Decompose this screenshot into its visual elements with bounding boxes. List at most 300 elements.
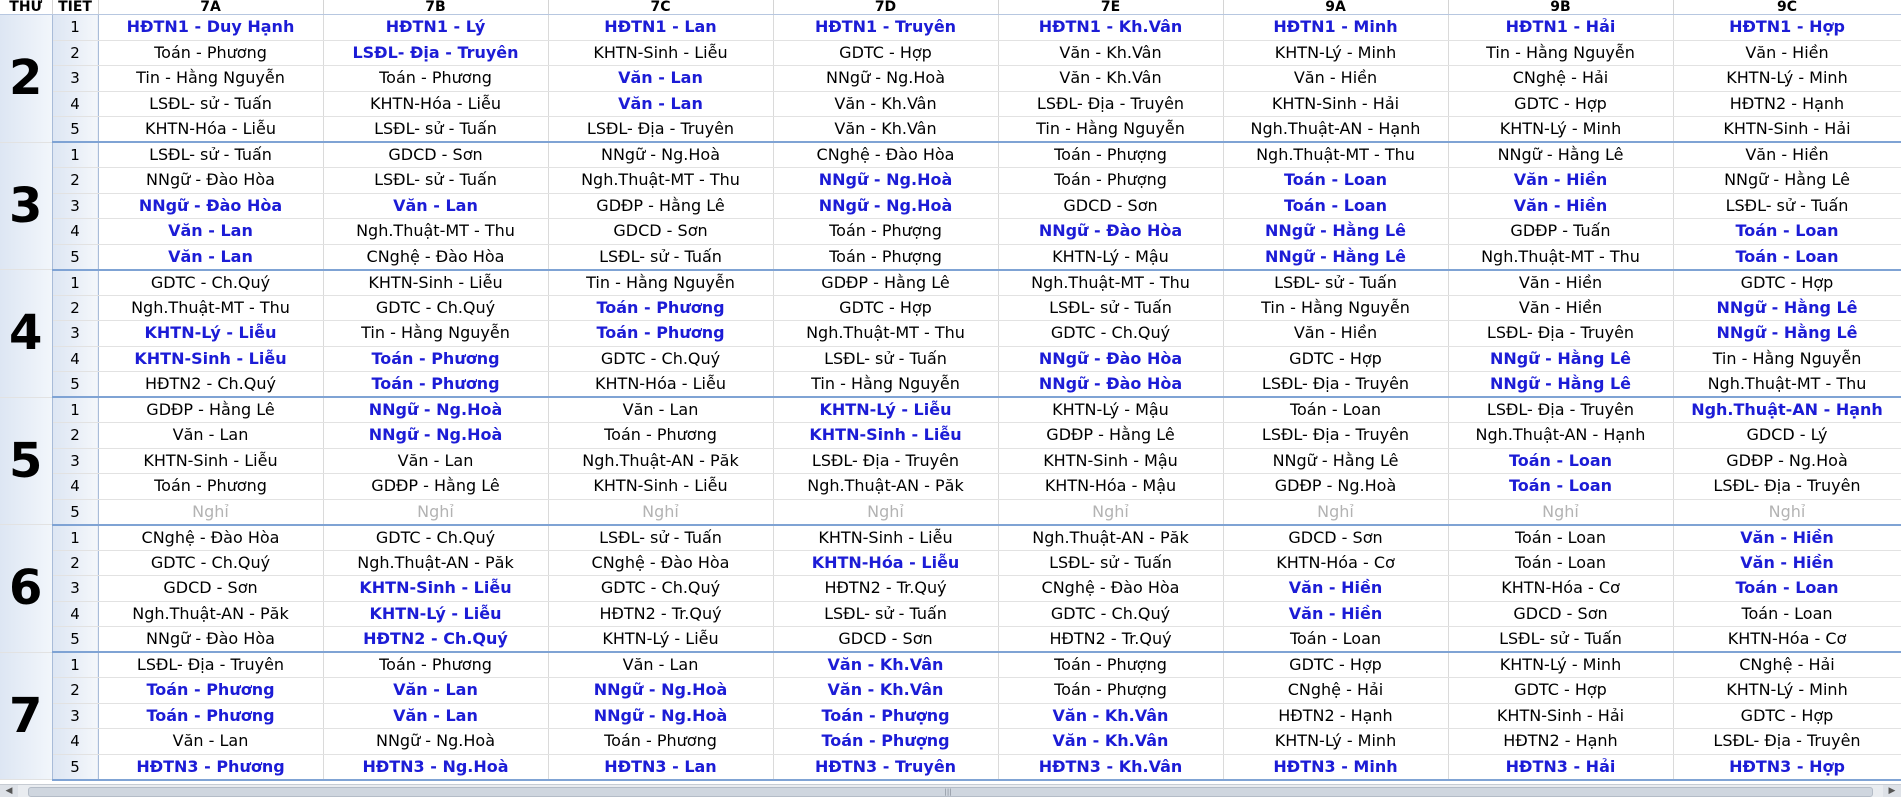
period-number-cell[interactable]: 5 [52,754,98,780]
lesson-cell-9c[interactable]: NNgữ - Hằng Lê [1673,295,1901,321]
lesson-cell-9b[interactable]: Văn - Hiền [1448,270,1673,296]
lesson-cell-9a[interactable]: Tin - Hằng Nguyễn [1223,295,1448,321]
lesson-cell-9c[interactable]: GDĐP - Ng.Hoà [1673,448,1901,474]
lesson-cell-7c[interactable]: CNghệ - Đào Hòa [548,550,773,576]
lesson-cell-7b[interactable]: Ngh.Thuật-MT - Thu [323,219,548,245]
lesson-cell-7c[interactable]: KHTN-Sinh - Liễu [548,474,773,500]
lesson-cell-9b[interactable]: HĐTN1 - Hải [1448,15,1673,41]
period-number-cell[interactable]: 3 [52,321,98,347]
lesson-cell-7c[interactable]: Toán - Phương [548,729,773,755]
lesson-cell-9b[interactable]: GDTC - Hợp [1448,91,1673,117]
lesson-cell-7e[interactable]: KHTN-Sinh - Mậu [998,448,1223,474]
lesson-cell-9b[interactable]: Toán - Loan [1448,448,1673,474]
lesson-cell-9c[interactable]: KHTN-Lý - Minh [1673,66,1901,92]
lesson-cell-7d[interactable]: CNghệ - Đào Hòa [773,142,998,168]
lesson-cell-9b[interactable]: CNghệ - Hải [1448,66,1673,92]
lesson-cell-9a[interactable]: Toán - Loan [1223,627,1448,653]
lesson-cell-7c[interactable]: HĐTN2 - Tr.Quý [548,601,773,627]
period-number-cell[interactable]: 5 [52,499,98,525]
period-number-cell[interactable]: 3 [52,66,98,92]
period-number-cell[interactable]: 4 [52,91,98,117]
lesson-cell-7b[interactable]: Toán - Phương [323,66,548,92]
period-number-cell[interactable]: 2 [52,40,98,66]
lesson-cell-7d[interactable]: Ngh.Thuật-AN - Păk [773,474,998,500]
lesson-cell-9a[interactable]: GDTC - Hợp [1223,652,1448,678]
period-number-cell[interactable]: 1 [52,270,98,296]
lesson-cell-7e[interactable]: KHTN-Lý - Mậu [998,244,1223,270]
period-number-cell[interactable]: 5 [52,244,98,270]
lesson-cell-9c[interactable]: Nghỉ [1673,499,1901,525]
lesson-cell-7d[interactable]: LSĐL- Địa - Truyên [773,448,998,474]
period-number-cell[interactable]: 5 [52,372,98,398]
lesson-cell-9a[interactable]: Văn - Hiền [1223,601,1448,627]
lesson-cell-9c[interactable]: Văn - Hiền [1673,525,1901,551]
table-row [0,550,1901,576]
lesson-cell-7c[interactable]: Văn - Lan [548,91,773,117]
period-number-cell[interactable]: 2 [52,168,98,194]
lesson-cell-7a[interactable]: CNghệ - Đào Hòa [98,525,323,551]
period-number-cell[interactable]: 1 [52,652,98,678]
lesson-cell-7a[interactable]: Tin - Hằng Nguyễn [98,66,323,92]
lesson-cell-7b[interactable]: Nghỉ [323,499,548,525]
lesson-cell-7b[interactable]: NNgữ - Ng.Hoà [323,729,548,755]
lesson-cell-9b[interactable]: Tin - Hằng Nguyễn [1448,40,1673,66]
lesson-cell-7b[interactable]: GDĐP - Hằng Lê [323,474,548,500]
lesson-cell-9c[interactable]: CNghệ - Hải [1673,652,1901,678]
lesson-cell-7a[interactable]: LSĐL- sử - Tuấn [98,91,323,117]
lesson-cell-7e[interactable]: LSĐL- sử - Tuấn [998,550,1223,576]
lesson-cell-7b[interactable]: LSĐL- sử - Tuấn [323,168,548,194]
lesson-cell-7e[interactable]: HĐTN3 - Kh.Vân [998,754,1223,780]
lesson-cell-7c[interactable]: Nghỉ [548,499,773,525]
period-number-cell[interactable]: 3 [52,703,98,729]
lesson-cell-9b[interactable]: HĐTN3 - Hải [1448,754,1673,780]
lesson-cell-9a[interactable]: KHTN-Sinh - Hải [1223,91,1448,117]
lesson-cell-9b[interactable]: Ngh.Thuật-MT - Thu [1448,244,1673,270]
lesson-cell-9b[interactable]: GDCD - Sơn [1448,601,1673,627]
lesson-cell-7d[interactable]: LSĐL- sử - Tuấn [773,601,998,627]
lesson-cell-7b[interactable]: Toán - Phương [323,346,548,372]
lesson-cell-7e[interactable]: Nghỉ [998,499,1223,525]
lesson-cell-7e[interactable]: Ngh.Thuật-MT - Thu [998,270,1223,296]
lesson-cell-7d[interactable]: KHTN-Lý - Liễu [773,397,998,423]
lesson-cell-9c[interactable]: LSĐL- Địa - Truyên [1673,729,1901,755]
lesson-cell-9b[interactable]: Văn - Hiền [1448,193,1673,219]
period-number-cell[interactable]: 1 [52,525,98,551]
lesson-cell-7b[interactable]: Văn - Lan [323,678,548,704]
lesson-cell-9b[interactable]: NNgữ - Hằng Lê [1448,372,1673,398]
lesson-cell-7a[interactable]: KHTN-Sinh - Liễu [98,346,323,372]
lesson-cell-7c[interactable]: Tin - Hằng Nguyễn [548,270,773,296]
lesson-cell-9c[interactable]: HĐTN1 - Hợp [1673,15,1901,41]
lesson-cell-9b[interactable]: NNgữ - Hằng Lê [1448,346,1673,372]
lesson-cell-7e[interactable]: LSĐL- Địa - Truyên [998,91,1223,117]
class-header-7c[interactable]: 7C [548,0,773,15]
lesson-cell-7d[interactable]: NNgữ - Ng.Hoà [773,193,998,219]
lesson-cell-9a[interactable]: HĐTN3 - Minh [1223,754,1448,780]
grip-icon: ||| [944,788,952,796]
lesson-cell-7d[interactable]: GDTC - Hợp [773,295,998,321]
period-number-cell[interactable]: 3 [52,448,98,474]
lesson-cell-9b[interactable]: KHTN-Hóa - Cơ [1448,576,1673,602]
lesson-cell-7e[interactable]: Văn - Kh.Vân [998,729,1223,755]
lesson-cell-7e[interactable]: GDTC - Ch.Quý [998,321,1223,347]
period-number-cell[interactable]: 1 [52,15,98,41]
lesson-cell-7c[interactable]: NNgữ - Ng.Hoà [548,678,773,704]
lesson-cell-7a[interactable]: HĐTN3 - Phương [98,754,323,780]
lesson-cell-7b[interactable]: NNgữ - Ng.Hoà [323,397,548,423]
lesson-cell-9b[interactable]: Ngh.Thuật-AN - Hạnh [1448,423,1673,449]
lesson-cell-7c[interactable]: GDTC - Ch.Quý [548,576,773,602]
lesson-cell-7b[interactable]: GDCD - Sơn [323,142,548,168]
lesson-cell-7a[interactable]: KHTN-Lý - Liễu [98,321,323,347]
lesson-cell-7e[interactable]: KHTN-Hóa - Mậu [998,474,1223,500]
table-row [0,499,1901,525]
lesson-cell-7d[interactable]: Tin - Hằng Nguyễn [773,372,998,398]
lesson-cell-7e[interactable]: HĐTN2 - Tr.Quý [998,627,1223,653]
lesson-cell-7e[interactable]: Tin - Hằng Nguyễn [998,117,1223,143]
period-number-cell[interactable]: 4 [52,346,98,372]
lesson-cell-7c[interactable]: LSĐL- sử - Tuấn [548,244,773,270]
lesson-cell-9a[interactable]: HĐTN2 - Hạnh [1223,703,1448,729]
class-header-7b[interactable]: 7B [323,0,548,15]
lesson-cell-7c[interactable]: HĐTN3 - Lan [548,754,773,780]
lesson-cell-9c[interactable]: HĐTN3 - Hợp [1673,754,1901,780]
lesson-cell-7a[interactable]: Văn - Lan [98,244,323,270]
period-number-cell[interactable]: 2 [52,678,98,704]
lesson-cell-9b[interactable]: Nghỉ [1448,499,1673,525]
lesson-cell-7c[interactable]: GDTC - Ch.Quý [548,346,773,372]
period-number-cell[interactable]: 4 [52,729,98,755]
lesson-cell-9a[interactable]: NNgữ - Hằng Lê [1223,219,1448,245]
lesson-cell-9a[interactable]: GDĐP - Ng.Hoà [1223,474,1448,500]
lesson-cell-9a[interactable]: Văn - Hiền [1223,576,1448,602]
lesson-cell-7a[interactable]: Ngh.Thuật-AN - Păk [98,601,323,627]
lesson-cell-7a[interactable]: Nghỉ [98,499,323,525]
lesson-cell-9a[interactable]: NNgữ - Hằng Lê [1223,244,1448,270]
lesson-cell-7e[interactable]: Toán - Phượng [998,678,1223,704]
lesson-cell-7c[interactable]: Văn - Lan [548,652,773,678]
table-row [0,703,1901,729]
lesson-cell-7b[interactable]: Văn - Lan [323,193,548,219]
lesson-cell-9a[interactable]: Toán - Loan [1223,397,1448,423]
lesson-cell-9a[interactable]: Văn - Hiền [1223,66,1448,92]
lesson-cell-7d[interactable]: NNgữ - Ng.Hoà [773,66,998,92]
lesson-cell-7e[interactable]: NNgữ - Đào Hòa [998,219,1223,245]
lesson-cell-9b[interactable]: Văn - Hiền [1448,168,1673,194]
lesson-cell-7d[interactable]: Ngh.Thuật-MT - Thu [773,321,998,347]
period-number-cell[interactable]: 4 [52,474,98,500]
lesson-cell-7c[interactable]: Văn - Lan [548,397,773,423]
lesson-cell-7b[interactable]: CNghệ - Đào Hòa [323,244,548,270]
lesson-cell-9b[interactable]: HĐTN2 - Hạnh [1448,729,1673,755]
table-row [0,295,1901,321]
lesson-cell-9c[interactable]: Toán - Loan [1673,244,1901,270]
lesson-cell-9b[interactable]: GDTC - Hợp [1448,678,1673,704]
lesson-cell-7d[interactable]: HĐTN1 - Truyên [773,15,998,41]
lesson-cell-7e[interactable]: GDĐP - Hằng Lê [998,423,1223,449]
lesson-cell-7d[interactable]: GDTC - Hợp [773,40,998,66]
lesson-cell-9b[interactable]: KHTN-Lý - Minh [1448,117,1673,143]
horizontal-scrollbar[interactable] [0,784,1901,797]
lesson-cell-9a[interactable]: Toán - Loan [1223,193,1448,219]
lesson-cell-7a[interactable]: GDTC - Ch.Quý [98,550,323,576]
lesson-cell-9c[interactable]: Toán - Loan [1673,219,1901,245]
lesson-cell-7a[interactable]: LSĐL- sử - Tuấn [98,142,323,168]
lesson-cell-7d[interactable]: Văn - Kh.Vân [773,117,998,143]
lesson-cell-9c[interactable]: Ngh.Thuật-AN - Hạnh [1673,397,1901,423]
lesson-cell-7d[interactable]: Văn - Kh.Vân [773,91,998,117]
lesson-cell-7d[interactable]: HĐTN2 - Tr.Quý [773,576,998,602]
lesson-cell-9c[interactable]: GDTC - Hợp [1673,703,1901,729]
lesson-cell-7a[interactable]: KHTN-Hóa - Liễu [98,117,323,143]
lesson-cell-9a[interactable]: Nghỉ [1223,499,1448,525]
class-header-7d[interactable]: 7D [773,0,998,15]
lesson-cell-9a[interactable]: LSĐL- Địa - Truyên [1223,372,1448,398]
lesson-cell-7a[interactable]: NNgữ - Đào Hòa [98,627,323,653]
lesson-cell-7e[interactable]: GDTC - Ch.Quý [998,601,1223,627]
lesson-cell-7e[interactable]: Ngh.Thuật-AN - Păk [998,525,1223,551]
lesson-cell-7b[interactable]: Tin - Hằng Nguyễn [323,321,548,347]
lesson-cell-9c[interactable]: GDCD - Lý [1673,423,1901,449]
lesson-cell-7d[interactable]: GDĐP - Hằng Lê [773,270,998,296]
lesson-cell-7a[interactable]: Văn - Lan [98,729,323,755]
lesson-cell-7e[interactable]: Văn - Kh.Vân [998,40,1223,66]
lesson-cell-7b[interactable]: KHTN-Sinh - Liễu [323,270,548,296]
lesson-cell-7c[interactable]: HĐTN1 - Lan [548,15,773,41]
period-number-cell[interactable]: 5 [52,117,98,143]
lesson-cell-7a[interactable]: Toán - Phương [98,678,323,704]
lesson-cell-9c[interactable]: Văn - Hiền [1673,40,1901,66]
lesson-cell-9c[interactable]: Ngh.Thuật-MT - Thu [1673,372,1901,398]
lesson-cell-7d[interactable]: Văn - Kh.Vân [773,652,998,678]
table-row [0,576,1901,602]
lesson-cell-7b[interactable]: KHTN-Sinh - Liễu [323,576,548,602]
lesson-cell-7e[interactable]: Toán - Phượng [998,142,1223,168]
period-number-cell[interactable]: 1 [52,142,98,168]
lesson-cell-7c[interactable]: Ngh.Thuật-MT - Thu [548,168,773,194]
header-row [0,0,1901,15]
lesson-cell-9c[interactable]: KHTN-Sinh - Hải [1673,117,1901,143]
day-label-cell[interactable]: 4 [0,270,52,398]
lesson-cell-7e[interactable]: Văn - Kh.Vân [998,66,1223,92]
lesson-cell-7c[interactable]: NNgữ - Ng.Hoà [548,703,773,729]
lesson-cell-7a[interactable]: GDTC - Ch.Quý [98,270,323,296]
lesson-cell-9c[interactable]: GDTC - Hợp [1673,270,1901,296]
lesson-cell-7c[interactable]: Toán - Phương [548,295,773,321]
day-column-header[interactable]: THỨ [0,0,52,15]
lesson-cell-7b[interactable]: Văn - Lan [323,448,548,474]
lesson-cell-9b[interactable]: NNgữ - Hằng Lê [1448,142,1673,168]
lesson-cell-7e[interactable]: Văn - Kh.Vân [998,703,1223,729]
lesson-cell-7d[interactable]: HĐTN3 - Truyên [773,754,998,780]
lesson-cell-7b[interactable]: KHTN-Lý - Liễu [323,601,548,627]
lesson-cell-9a[interactable]: Văn - Hiền [1223,321,1448,347]
period-number-cell[interactable]: 4 [52,601,98,627]
lesson-cell-9a[interactable]: GDCD - Sơn [1223,525,1448,551]
scroll-right-icon[interactable]: ▶ [1883,785,1901,797]
class-header-7a[interactable]: 7A [98,0,323,15]
lesson-cell-9a[interactable]: Toán - Loan [1223,168,1448,194]
lesson-cell-7c[interactable]: Toán - Phương [548,321,773,347]
lesson-cell-7b[interactable]: KHTN-Hóa - Liễu [323,91,548,117]
lesson-cell-7b[interactable]: HĐTN3 - Ng.Hoà [323,754,548,780]
lesson-cell-9c[interactable]: Toán - Loan [1673,601,1901,627]
class-header-9a[interactable]: 9A [1223,0,1448,15]
lesson-cell-7b[interactable]: Toán - Phương [323,372,548,398]
lesson-cell-9c[interactable]: Văn - Hiền [1673,142,1901,168]
table-row [0,193,1901,219]
lesson-cell-9a[interactable]: Ngh.Thuật-MT - Thu [1223,142,1448,168]
lesson-cell-7a[interactable]: HĐTN2 - Ch.Quý [98,372,323,398]
lesson-cell-7b[interactable]: GDTC - Ch.Quý [323,525,548,551]
timetable-body [0,15,1901,780]
lesson-cell-7d[interactable]: KHTN-Sinh - Liễu [773,525,998,551]
lesson-cell-9b[interactable]: GDĐP - Tuấn [1448,219,1673,245]
period-number-cell[interactable]: 4 [52,219,98,245]
scroll-left-icon[interactable]: ◀ [0,785,18,797]
lesson-cell-9c[interactable]: Toán - Loan [1673,576,1901,602]
lesson-cell-7c[interactable]: Ngh.Thuật-AN - Păk [548,448,773,474]
lesson-cell-7d[interactable]: NNgữ - Ng.Hoà [773,168,998,194]
day-label-cell[interactable]: 7 [0,652,52,780]
class-header-7e[interactable]: 7E [998,0,1223,15]
lesson-cell-7d[interactable]: LSĐL- sử - Tuấn [773,346,998,372]
lesson-cell-9a[interactable]: KHTN-Hóa - Cơ [1223,550,1448,576]
lesson-cell-9c[interactable]: KHTN-Hóa - Cơ [1673,627,1901,653]
lesson-cell-7a[interactable]: NNgữ - Đào Hòa [98,193,323,219]
lesson-cell-7b[interactable]: Ngh.Thuật-AN - Păk [323,550,548,576]
lesson-cell-9a[interactable]: LSĐL- Địa - Truyên [1223,423,1448,449]
lesson-cell-9a[interactable]: KHTN-Lý - Minh [1223,40,1448,66]
period-number-cell[interactable]: 5 [52,627,98,653]
lesson-cell-7b[interactable]: Toán - Phương [323,652,548,678]
lesson-cell-7d[interactable]: KHTN-Hóa - Liễu [773,550,998,576]
lesson-cell-7c[interactable]: Văn - Lan [548,66,773,92]
lesson-cell-9a[interactable]: NNgữ - Hằng Lê [1223,448,1448,474]
lesson-cell-9a[interactable]: GDTC - Hợp [1223,346,1448,372]
lesson-cell-9a[interactable]: LSĐL- sử - Tuấn [1223,270,1448,296]
lesson-cell-7e[interactable]: LSĐL- sử - Tuấn [998,295,1223,321]
period-number-cell[interactable]: 3 [52,193,98,219]
day-label-cell[interactable]: 5 [0,397,52,525]
lesson-cell-9a[interactable]: HĐTN1 - Minh [1223,15,1448,41]
lesson-cell-9a[interactable]: CNghệ - Hải [1223,678,1448,704]
lesson-cell-9c[interactable]: LSĐL- Địa - Truyên [1673,474,1901,500]
lesson-cell-9a[interactable]: KHTN-Lý - Minh [1223,729,1448,755]
lesson-cell-9c[interactable]: LSĐL- sử - Tuấn [1673,193,1901,219]
lesson-cell-7c[interactable]: GDCD - Sơn [548,219,773,245]
lesson-cell-7e[interactable]: CNghệ - Đào Hòa [998,576,1223,602]
lesson-cell-9c[interactable]: KHTN-Lý - Minh [1673,678,1901,704]
lesson-cell-9b[interactable]: Toán - Loan [1448,525,1673,551]
lesson-cell-7b[interactable]: LSĐL- sử - Tuấn [323,117,548,143]
period-number-cell[interactable]: 1 [52,397,98,423]
class-header-9c[interactable]: 9C [1673,0,1901,15]
day-label-cell[interactable]: 3 [0,142,52,270]
lesson-cell-7b[interactable]: HĐTN1 - Lý [323,15,548,41]
lesson-cell-7a[interactable]: GDCD - Sơn [98,576,323,602]
lesson-cell-7d[interactable]: GDCD - Sơn [773,627,998,653]
lesson-cell-9b[interactable]: LSĐL- Địa - Truyên [1448,321,1673,347]
period-column-header[interactable]: TIẾT [52,0,98,15]
lesson-cell-9b[interactable]: LSĐL- sử - Tuấn [1448,627,1673,653]
lesson-cell-7b[interactable]: HĐTN2 - Ch.Quý [323,627,548,653]
lesson-cell-9b[interactable]: LSĐL- Địa - Truyên [1448,397,1673,423]
lesson-cell-7d[interactable]: Toán - Phượng [773,703,998,729]
lesson-cell-7c[interactable]: KHTN-Lý - Liễu [548,627,773,653]
lesson-cell-7a[interactable]: HĐTN1 - Duy Hạnh [98,15,323,41]
lesson-cell-7c[interactable]: KHTN-Hóa - Liễu [548,372,773,398]
lesson-cell-9b[interactable]: KHTN-Sinh - Hải [1448,703,1673,729]
lesson-cell-9a[interactable]: Ngh.Thuật-AN - Hạnh [1223,117,1448,143]
lesson-cell-7a[interactable]: Văn - Lan [98,219,323,245]
lesson-cell-7a[interactable]: NNgữ - Đào Hòa [98,168,323,194]
table-row [0,244,1901,270]
period-number-cell[interactable]: 2 [52,295,98,321]
lesson-cell-7b[interactable]: Văn - Lan [323,703,548,729]
lesson-cell-7d[interactable]: Toán - Phượng [773,219,998,245]
lesson-cell-7c[interactable]: KHTN-Sinh - Liễu [548,40,773,66]
lesson-cell-7a[interactable]: Toán - Phương [98,474,323,500]
lesson-cell-7e[interactable]: NNgữ - Đào Hòa [998,346,1223,372]
lesson-cell-9b[interactable]: Văn - Hiền [1448,295,1673,321]
lesson-cell-7d[interactable]: KHTN-Sinh - Liễu [773,423,998,449]
lesson-cell-7c[interactable]: LSĐL- Địa - Truyên [548,117,773,143]
day-label-cell[interactable]: 6 [0,525,52,653]
lesson-cell-7a[interactable]: Ngh.Thuật-MT - Thu [98,295,323,321]
lesson-cell-7b[interactable]: GDTC - Ch.Quý [323,295,548,321]
lesson-cell-7e[interactable]: Toán - Phượng [998,168,1223,194]
lesson-cell-7a[interactable]: GDĐP - Hằng Lê [98,397,323,423]
lesson-cell-7c[interactable]: LSĐL- sử - Tuấn [548,525,773,551]
lesson-cell-9c[interactable]: NNgữ - Hằng Lê [1673,321,1901,347]
lesson-cell-7a[interactable]: Toán - Phương [98,40,323,66]
lesson-cell-7d[interactable]: Toán - Phượng [773,244,998,270]
day-label-cell[interactable]: 2 [0,15,52,143]
lesson-cell-7e[interactable]: Toán - Phượng [998,652,1223,678]
lesson-cell-7e[interactable]: KHTN-Lý - Mậu [998,397,1223,423]
period-number-cell[interactable]: 2 [52,423,98,449]
lesson-cell-9c[interactable]: Văn - Hiền [1673,550,1901,576]
lesson-cell-7b[interactable]: NNgữ - Ng.Hoà [323,423,548,449]
lesson-cell-9b[interactable]: Toán - Loan [1448,474,1673,500]
lesson-cell-7b[interactable]: LSĐL- Địa - Truyên [323,40,548,66]
lesson-cell-7a[interactable]: LSĐL- Địa - Truyên [98,652,323,678]
lesson-cell-7d[interactable]: Văn - Kh.Vân [773,678,998,704]
lesson-cell-7e[interactable]: HĐTN1 - Kh.Vân [998,15,1223,41]
lesson-cell-9b[interactable]: Toán - Loan [1448,550,1673,576]
lesson-cell-7e[interactable]: NNgữ - Đào Hòa [998,372,1223,398]
lesson-cell-9c[interactable]: NNgữ - Hằng Lê [1673,168,1901,194]
table-row [0,270,1901,296]
lesson-cell-9b[interactable]: KHTN-Lý - Minh [1448,652,1673,678]
lesson-cell-9c[interactable]: Tin - Hằng Nguyễn [1673,346,1901,372]
lesson-cell-7e[interactable]: GDCD - Sơn [998,193,1223,219]
class-header-9b[interactable]: 9B [1448,0,1673,15]
period-number-cell[interactable]: 2 [52,550,98,576]
lesson-cell-7d[interactable]: Toán - Phượng [773,729,998,755]
lesson-cell-7d[interactable]: Nghỉ [773,499,998,525]
lesson-cell-7c[interactable]: Toán - Phương [548,423,773,449]
period-number-cell[interactable]: 3 [52,576,98,602]
lesson-cell-7c[interactable]: NNgữ - Ng.Hoà [548,142,773,168]
lesson-cell-7a[interactable]: Văn - Lan [98,423,323,449]
lesson-cell-7c[interactable]: GDĐP - Hằng Lê [548,193,773,219]
lesson-cell-7a[interactable]: KHTN-Sinh - Liễu [98,448,323,474]
lesson-cell-9c[interactable]: HĐTN2 - Hạnh [1673,91,1901,117]
lesson-cell-7a[interactable]: Toán - Phương [98,703,323,729]
